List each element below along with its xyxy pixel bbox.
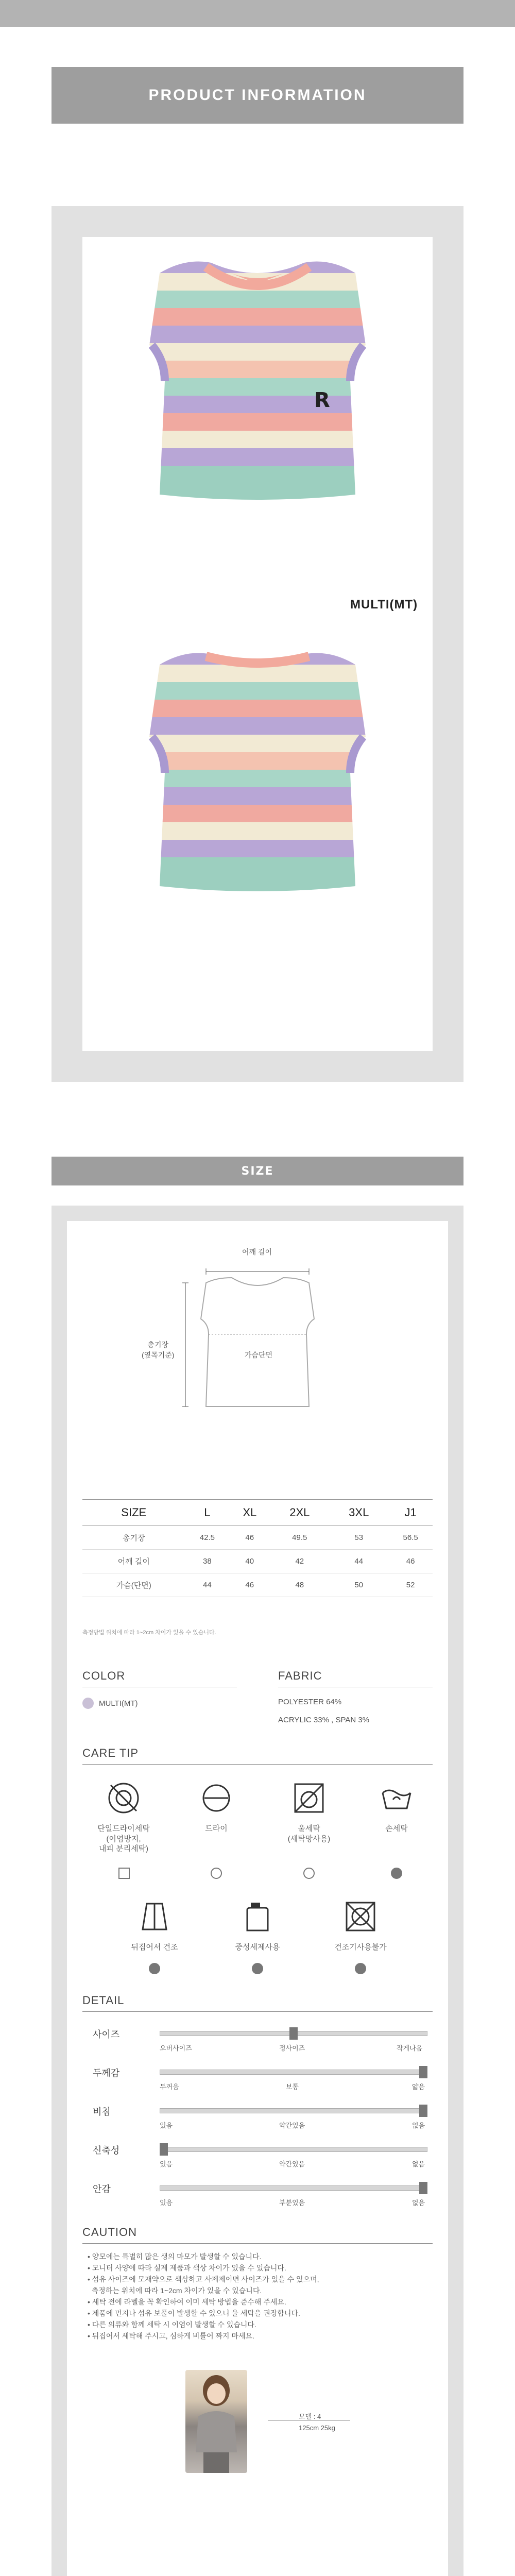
care-heading: CARE TIP: [82, 1747, 433, 1765]
caution-line: • 모니터 사양에 따라 실제 제품과 색상 차이가 있을 수 있습니다.: [88, 2264, 286, 2272]
table-cell: 52: [388, 1573, 433, 1597]
table-cell: 53: [329, 1526, 388, 1550]
machine-wash-icon: [288, 1777, 330, 1819]
slider-tick-label: 보통: [286, 2083, 299, 2091]
neutral-detergent-icon: [237, 1896, 278, 1937]
detail-slider-knob: [419, 2066, 427, 2078]
diagram-length-label: 총기장 (옆목기준): [142, 1341, 175, 1359]
model-photo: [185, 2370, 247, 2473]
size-table-header: 3XL: [329, 1500, 388, 1526]
table-cell: 42: [270, 1550, 329, 1573]
fabric-line: POLYESTER 64%: [278, 1698, 342, 1706]
product-image-card: [82, 237, 433, 1051]
slider-tick-label: 있음: [160, 2199, 173, 2207]
table-cell: 총기장: [82, 1526, 185, 1550]
detail-heading: DETAIL: [82, 1994, 433, 2012]
caution-heading: CAUTION: [82, 2226, 433, 2244]
table-cell: 46: [229, 1573, 270, 1597]
detail-slider: [160, 2147, 427, 2152]
size-section-title: SIZE: [241, 1164, 274, 1178]
slider-tick-label: 약간있음: [279, 2122, 305, 2129]
care-label: 손세탁: [385, 1824, 408, 1833]
svg-text:R: R: [314, 388, 330, 412]
table-cell: 40: [229, 1550, 270, 1573]
caution-line: • 뒤집어서 세탁해 주시고, 심하게 비틀어 짜지 마세요.: [88, 2332, 254, 2340]
model-info-line: 모델 : 4: [299, 2413, 321, 2420]
slider-tick-label: 약간있음: [279, 2160, 305, 2168]
fabric-line: ACRYLIC 33% , SPAN 3%: [278, 1716, 370, 1724]
caution-line: • 다른 의류와 함께 세탁 시 이염이 발생할 수 있습니다.: [88, 2320, 256, 2329]
table-cell: 가슴(단면): [82, 1573, 185, 1597]
slider-tick-label: 있음: [160, 2122, 173, 2129]
size-table: [82, 1499, 433, 1597]
table-cell: 어깨 길이: [82, 1550, 185, 1573]
detail-slider: [160, 2108, 427, 2113]
size-card: [67, 1221, 448, 2576]
slider-tick-label: 두꺼움: [160, 2083, 179, 2091]
color-value: MULTI(MT): [99, 1699, 138, 1708]
table-row: [82, 1573, 433, 1597]
vest-front-image: [124, 252, 391, 520]
table-cell: 50: [329, 1573, 388, 1597]
care-radio[interactable]: [211, 1868, 222, 1879]
size-table-header: L: [185, 1500, 230, 1526]
table-cell: 46: [229, 1526, 270, 1550]
caution-line: • 제품에 먼지나 섬유 보풀이 발생할 수 있으니 울 세탁을 권장합니다.: [88, 2309, 300, 2317]
diagram-chest-label: 가슴단면: [245, 1351, 273, 1359]
table-cell: 42.5: [185, 1526, 230, 1550]
model-info-line: 125cm 25kg: [299, 2424, 335, 2432]
care-radio[interactable]: [303, 1868, 315, 1879]
top-decor-bar: [0, 0, 515, 27]
table-cell: 44: [185, 1573, 230, 1597]
slider-tick-label: 없음: [412, 2199, 425, 2207]
model-info-divider: [268, 2420, 350, 2421]
no-dryer-icon: [340, 1896, 381, 1937]
table-cell: 48: [270, 1573, 329, 1597]
care-label: 단일드라이세탁 (이염방지, 내피 분리세탁): [97, 1824, 150, 1853]
care-checkbox[interactable]: [118, 1868, 130, 1879]
table-cell: 56.5: [388, 1526, 433, 1550]
caution-line: • 세탁 전에 라벨을 꼭 확인하여 이미 세탁 방법을 준수해 주세요.: [88, 2298, 286, 2306]
detail-slider: [160, 2070, 427, 2075]
size-table-note: 측정방법 위치에 따라 1~2cm 차이가 있을 수 있습니다.: [82, 1630, 216, 1636]
page-title: PRODUCT INFORMATION: [148, 87, 367, 104]
table-cell: 49.5: [270, 1526, 329, 1550]
diagram-shoulder-label: 어깨 길이: [242, 1248, 272, 1256]
detail-label: 비침: [93, 2107, 111, 2117]
caution-line: • 양모에는 특별히 많은 생의 마모가 발생할 수 있습니다.: [88, 2252, 262, 2261]
slider-tick-label: 정사이즈: [279, 2044, 305, 2052]
fabric-heading: FABRIC: [278, 1669, 433, 1687]
size-table-header: J1: [388, 1500, 433, 1526]
slider-tick-label: 얇음: [412, 2083, 425, 2091]
vest-back-image: [124, 644, 391, 912]
slider-tick-label: 있음: [160, 2160, 173, 2168]
table-row: [82, 1550, 433, 1573]
caution-line: • 섬유 사이즈에 모재약으로 색상하고 사제제이면 사이즈가 있을 수 있으며,: [88, 2275, 319, 2283]
hand-wash-icon: [376, 1777, 417, 1819]
dry-clean-icon: [103, 1777, 144, 1819]
detail-label: 사이즈: [93, 2029, 120, 2040]
detail-label: 신축성: [93, 2145, 120, 2156]
shade-dry-icon: [134, 1896, 175, 1937]
slider-tick-label: 없음: [412, 2160, 425, 2168]
care-radio-selected[interactable]: [355, 1963, 366, 1974]
care-label: 건조기사용불가: [334, 1943, 387, 1952]
detail-slider-knob: [289, 2027, 298, 2040]
detail-label: 안감: [93, 2184, 111, 2194]
color-swatch: [82, 1698, 94, 1709]
detail-label: 두께감: [93, 2068, 120, 2078]
care-label: 뒤집어서 건조: [131, 1943, 178, 1952]
product-color-label: MULTI(MT): [350, 598, 418, 612]
care-label: 중성세제사용: [235, 1943, 280, 1952]
size-table-header: SIZE: [82, 1500, 185, 1526]
care-label: 울세탁 (세탁망사용): [287, 1824, 331, 1843]
detail-slider-knob: [419, 2105, 427, 2117]
dry-icon: [196, 1777, 237, 1819]
detail-slider-knob: [160, 2143, 168, 2156]
care-radio-selected[interactable]: [391, 1868, 402, 1879]
size-table-header: XL: [229, 1500, 270, 1526]
care-radio-selected[interactable]: [252, 1963, 263, 1974]
size-diagram: [154, 1257, 360, 1412]
size-table-header: 2XL: [270, 1500, 329, 1526]
slider-tick-label: 작게나옴: [397, 2044, 423, 2052]
detail-slider: [160, 2185, 427, 2191]
color-heading: COLOR: [82, 1669, 237, 1687]
care-label: 드라이: [205, 1824, 228, 1833]
detail-slider-knob: [419, 2182, 427, 2194]
page-header: [52, 67, 464, 124]
size-section-header: [52, 1157, 464, 1185]
table-row: [82, 1526, 433, 1550]
caution-line: 측정하는 위치에 따라 1~2cm 차이가 있을 수 있습니다.: [88, 2286, 262, 2295]
table-cell: 46: [388, 1550, 433, 1573]
size-table-header-row: [82, 1500, 433, 1526]
slider-tick-label: 없음: [412, 2122, 425, 2129]
slider-tick-label: 부분있음: [279, 2199, 305, 2207]
table-cell: 38: [185, 1550, 230, 1573]
table-cell: 44: [329, 1550, 388, 1573]
slider-tick-label: 오버사이즈: [160, 2044, 192, 2052]
care-radio-selected[interactable]: [149, 1963, 160, 1974]
